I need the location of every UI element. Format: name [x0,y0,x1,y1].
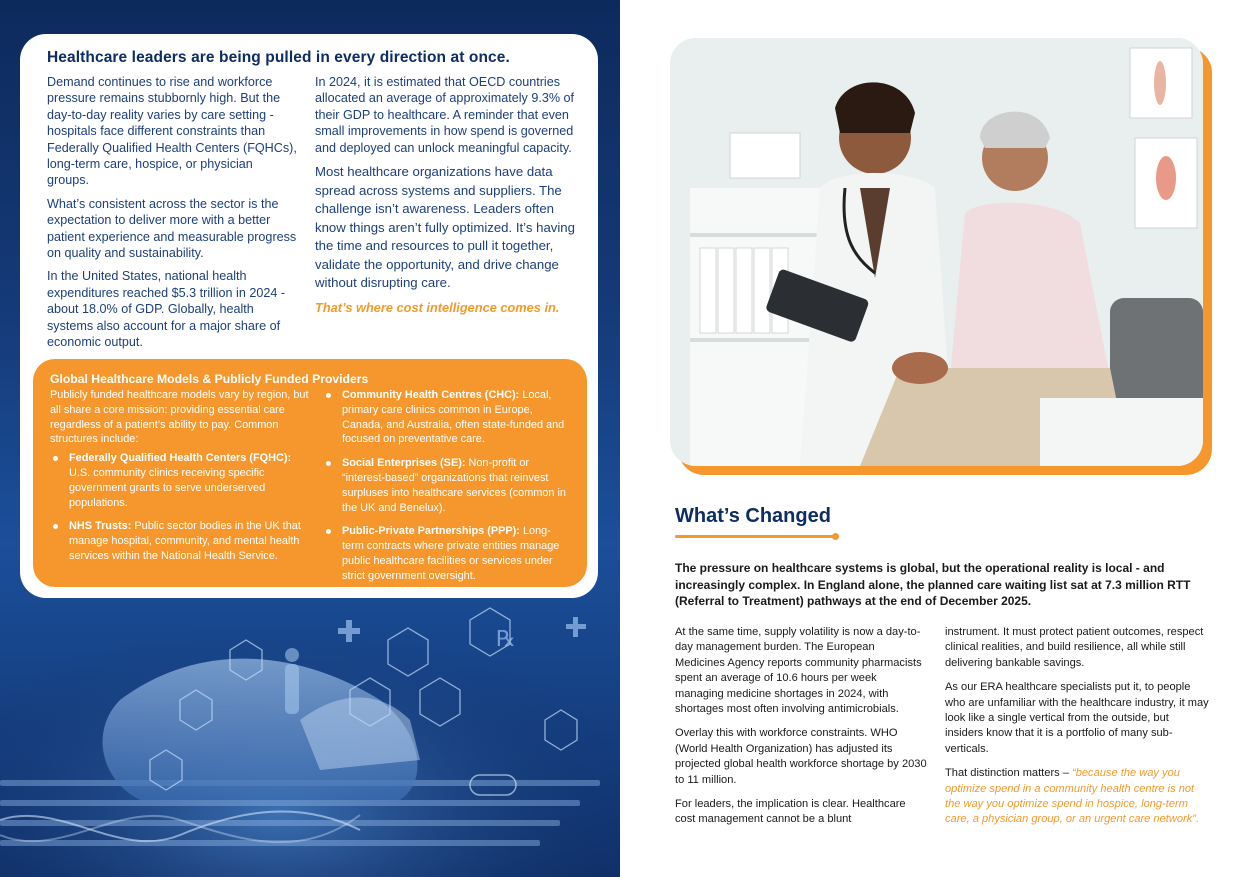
svg-text:℞: ℞ [496,626,516,651]
list-term: Social Enterprises (SE): [342,457,466,470]
list-desc: Long-term contracts where private entities manage public healthcare facilities or services under strict government oversight. [342,525,560,582]
list-item [323,524,571,583]
doctor-patient-photo [670,38,1203,466]
paragraph: Most healthcare organizations have data spread across systems and suppliers. The challenge isn’t awareness. Leaders often know things aren’t fully optimized. It’s having the time and resources to pull it together, validate the opportunity, and drive change without disrupting care. [315,164,575,291]
list-desc: Non-profit or “interest-based” organizations that reinvest surpluses into healthcare services (common in the UK and Benelux). [342,457,566,514]
page-heading: Healthcare leaders are being pulled in every direction at once. [47,49,510,66]
left-column-2 [315,74,577,323]
list-desc: Public sector bodies in the UK that manage hospital, community, and mental health services within the National Health Service. [69,520,301,562]
paragraph: In 2024, it is estimated that OECD countries allocated an average of approximately 9.3% of their GDP to healthcare. A reminder that even small improvements in how spend is governed and deployed can unlock meaningful capacity. [315,75,575,155]
right-column-2 [945,625,1210,837]
paragraph: instrument. It must protect patient outcomes, respect clinical realities, and build resilience, all while still delivering bankable savings. [945,626,1204,669]
paragraph: At the same time, supply volatility is now a day-to-day management burden. The European Medicines Agency reports community pharmacists spent an average of 10.6 hours per week managing medicine shortages in 2024, with shortages most often involving antimicrobials. [675,626,922,716]
paragraph: What’s consistent across the sector is the expectation to deliver more with a better patient experience and measurable progress on quality and sustainability. [47,196,297,261]
paragraph: As our ERA healthcare specialists put it, to people who are unfamiliar with the healthcare industry, it may look like a single vertical from the outside, but insiders know that it is a portfolio of many sub-verticals. [945,681,1209,755]
paragraph: Demand continues to rise and workforce pressure remains stubbornly high. But the day-to-day reality varies by care setting - hospitals face different constraints than Federally Qualified Health Centers (FQHCs), long-term care, hospice, or physician groups. [47,75,297,188]
list-term: Community Health Centres (CHC): [342,389,520,401]
list-term: NHS Trusts: [69,520,132,533]
list-desc: Local, primary care clinics common in Europe, Canada, and Australia, often state-funded and focused on preventative care. [342,389,565,446]
right-page [620,0,1240,877]
title-underline [675,535,835,538]
list-item [323,388,571,447]
callout-title: Global Healthcare Models & Publicly Funded Providers [50,372,369,386]
models-callout-box [33,359,587,587]
callout-column-left [50,388,310,573]
list-item [323,456,571,515]
paragraph: Overlay this with workforce constraints. WHO (World Health Organization) has adjusted its projected global health workforce shortage by 2030 to 11 million. [675,727,927,786]
left-column-1 [47,74,297,358]
tagline: That’s where cost intelligence comes in. [315,299,560,315]
closing-lead: That distinction matters – [945,767,1073,780]
paragraph: In the United States, national health expenditures reached $5.3 trillion in 2024 - about 18.0% of GDP. Globally, health systems also account for a major share of economic output. [47,269,286,350]
closing-quote: “because the way you optimize spend in a community health centre is not the way you optimize spend in hospice, long-term care, a physician group, or an urgent care network”. [945,767,1200,826]
intro-paragraph: The pressure on healthcare systems is global, but the operational reality is local - and increasingly complex. In England alone, the planned care waiting list sat at 7.3 million RTT (Referral to Treatment) pathways at the end of December 2025. [675,561,1191,608]
intro-card [20,34,598,598]
list-item [50,519,310,563]
list-term: Public-Private Partnerships (PPP): [342,525,520,538]
callout-intro: Publicly funded healthcare models vary by region, but all share a core mission: providing essential care regardless of a patient’s ability to pay. Common structures include: [50,389,309,446]
list-item [50,451,310,510]
paragraph: For leaders, the implication is clear. Healthcare cost management cannot be a blunt [675,798,906,826]
doctor-patient-illustration [670,38,1203,466]
list-desc: U.S. community clinics receiving specific government grants to serve underserved populations. [69,466,266,509]
section-title: What’s Changed [675,505,831,527]
right-column-1 [675,625,927,837]
list-term: Federally Qualified Health Centers (FQHC): [69,452,292,465]
closing-paragraph [945,766,1210,828]
callout-column-right [323,388,571,593]
